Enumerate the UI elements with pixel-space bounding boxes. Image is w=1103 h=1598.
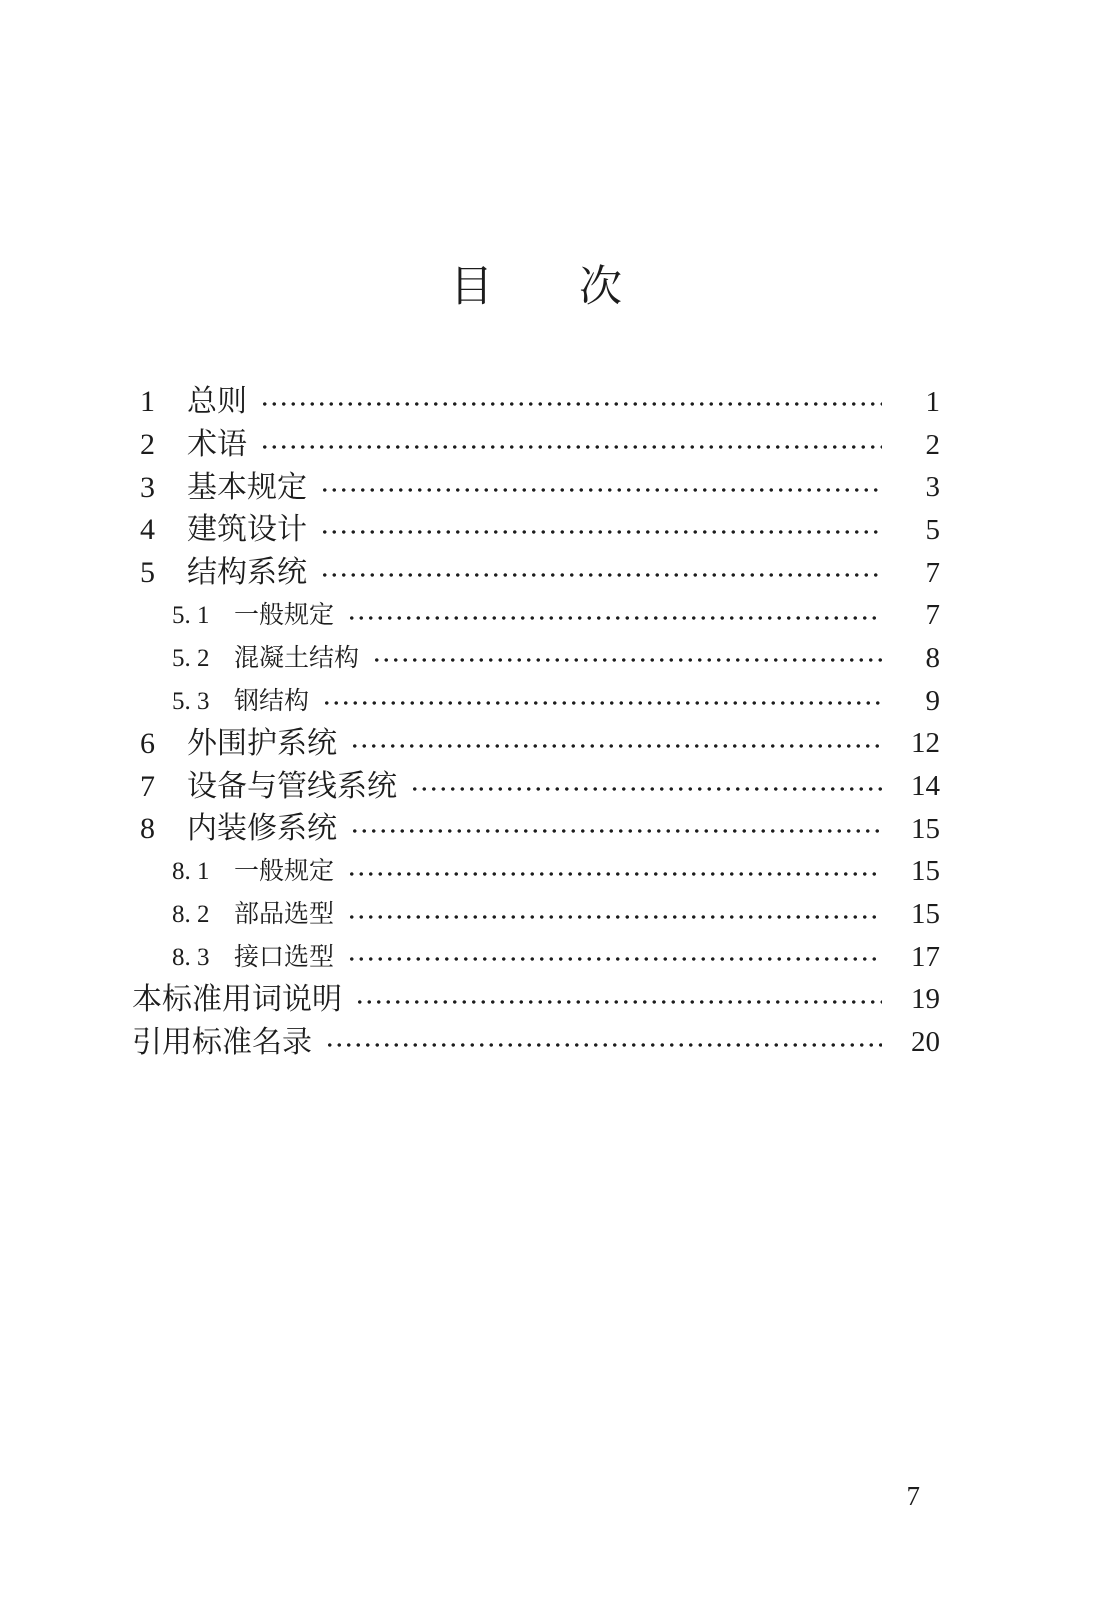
dot-leader — [320, 525, 882, 539]
footer-page-number: 7 — [906, 1481, 920, 1511]
entry-page-number: 5 — [925, 513, 940, 546]
entry-label: 结构系统 — [187, 556, 307, 590]
entry-number: 5 — [140, 556, 155, 590]
entry-page-number: 7 — [925, 599, 940, 632]
entry-number: 5. 2 — [172, 644, 210, 672]
toc-row — [132, 381, 940, 424]
entry-page-number: 15 — [911, 812, 940, 845]
toc-row — [132, 808, 940, 851]
dot-leader — [347, 611, 882, 625]
entry-label: 内装修系统 — [187, 812, 337, 846]
entry-number: 5. 1 — [172, 602, 210, 630]
page-title — [132, 266, 940, 309]
entry-number: 8. 2 — [172, 901, 210, 929]
entry-label: 部品选型 — [234, 901, 335, 929]
entry-label: 外围护系统 — [187, 726, 337, 760]
dot-leader — [260, 397, 882, 411]
toc-row — [132, 723, 940, 766]
dot-leader — [320, 568, 882, 582]
toc-row — [132, 1021, 940, 1064]
dot-leader — [347, 952, 882, 966]
entry-label: 建筑设计 — [187, 513, 307, 547]
toc-row — [132, 893, 940, 936]
entry-page-number: 15 — [911, 898, 940, 931]
dot-leader — [325, 1038, 882, 1052]
toc-row — [132, 680, 940, 723]
entry-number: 3 — [140, 470, 155, 504]
entry-page-number: 3 — [925, 471, 940, 504]
toc-row — [132, 851, 940, 894]
page-title-char-right: 次 — [579, 264, 622, 311]
entry-number: 7 — [140, 769, 155, 803]
dot-leader — [410, 782, 882, 796]
entry-page-number: 12 — [911, 727, 940, 760]
dot-leader — [320, 483, 882, 497]
entry-label: 设备与管线系统 — [187, 769, 397, 803]
entry-page-number: 20 — [911, 1026, 940, 1059]
entry-page-number: 17 — [911, 940, 940, 973]
entry-page-number: 15 — [911, 855, 940, 888]
entry-number: 8. 1 — [172, 858, 210, 886]
entry-label: 引用标准名录 — [132, 1025, 312, 1059]
entry-label: 术语 — [187, 428, 247, 462]
toc-row — [132, 424, 940, 467]
entry-label: 基本规定 — [187, 470, 307, 504]
entry-label: 总则 — [187, 385, 247, 419]
dot-leader — [350, 824, 882, 838]
toc-row — [132, 594, 940, 637]
dot-leader — [347, 867, 882, 881]
entry-number: 5. 3 — [172, 687, 210, 715]
dot-leader — [372, 653, 882, 667]
entry-label: 钢结构 — [234, 687, 310, 715]
entry-number: 4 — [140, 513, 155, 547]
entry-label: 本标准用词说明 — [132, 982, 342, 1016]
entry-label: 接口选型 — [234, 943, 335, 971]
entry-number: 1 — [140, 385, 155, 419]
page-title-char-left: 目 — [450, 264, 493, 311]
dot-leader — [347, 910, 882, 924]
entry-number: 2 — [140, 428, 155, 462]
toc-row — [132, 552, 940, 595]
entry-page-number: 7 — [925, 556, 940, 589]
entry-label: 一般规定 — [234, 602, 335, 630]
entry-page-number: 2 — [925, 428, 940, 461]
toc-list — [132, 381, 940, 1064]
toc-row — [132, 936, 940, 979]
toc-row — [132, 979, 940, 1022]
dot-leader — [322, 696, 882, 710]
entry-number: 6 — [140, 726, 155, 760]
dot-leader — [350, 739, 882, 753]
entry-label: 一般规定 — [234, 858, 335, 886]
toc-row — [132, 466, 940, 509]
toc-row — [132, 765, 940, 808]
entry-page-number: 8 — [925, 641, 940, 674]
entry-page-number: 9 — [925, 684, 940, 717]
toc-row — [132, 509, 940, 552]
dot-leader — [355, 995, 882, 1009]
entry-page-number: 19 — [911, 983, 940, 1016]
entry-label: 混凝土结构 — [234, 644, 360, 672]
entry-number: 8. 3 — [172, 943, 210, 971]
entry-page-number: 1 — [925, 385, 940, 418]
entry-number: 8 — [140, 812, 155, 846]
entry-page-number: 14 — [911, 770, 940, 803]
dot-leader — [260, 440, 882, 454]
toc-row — [132, 637, 940, 680]
